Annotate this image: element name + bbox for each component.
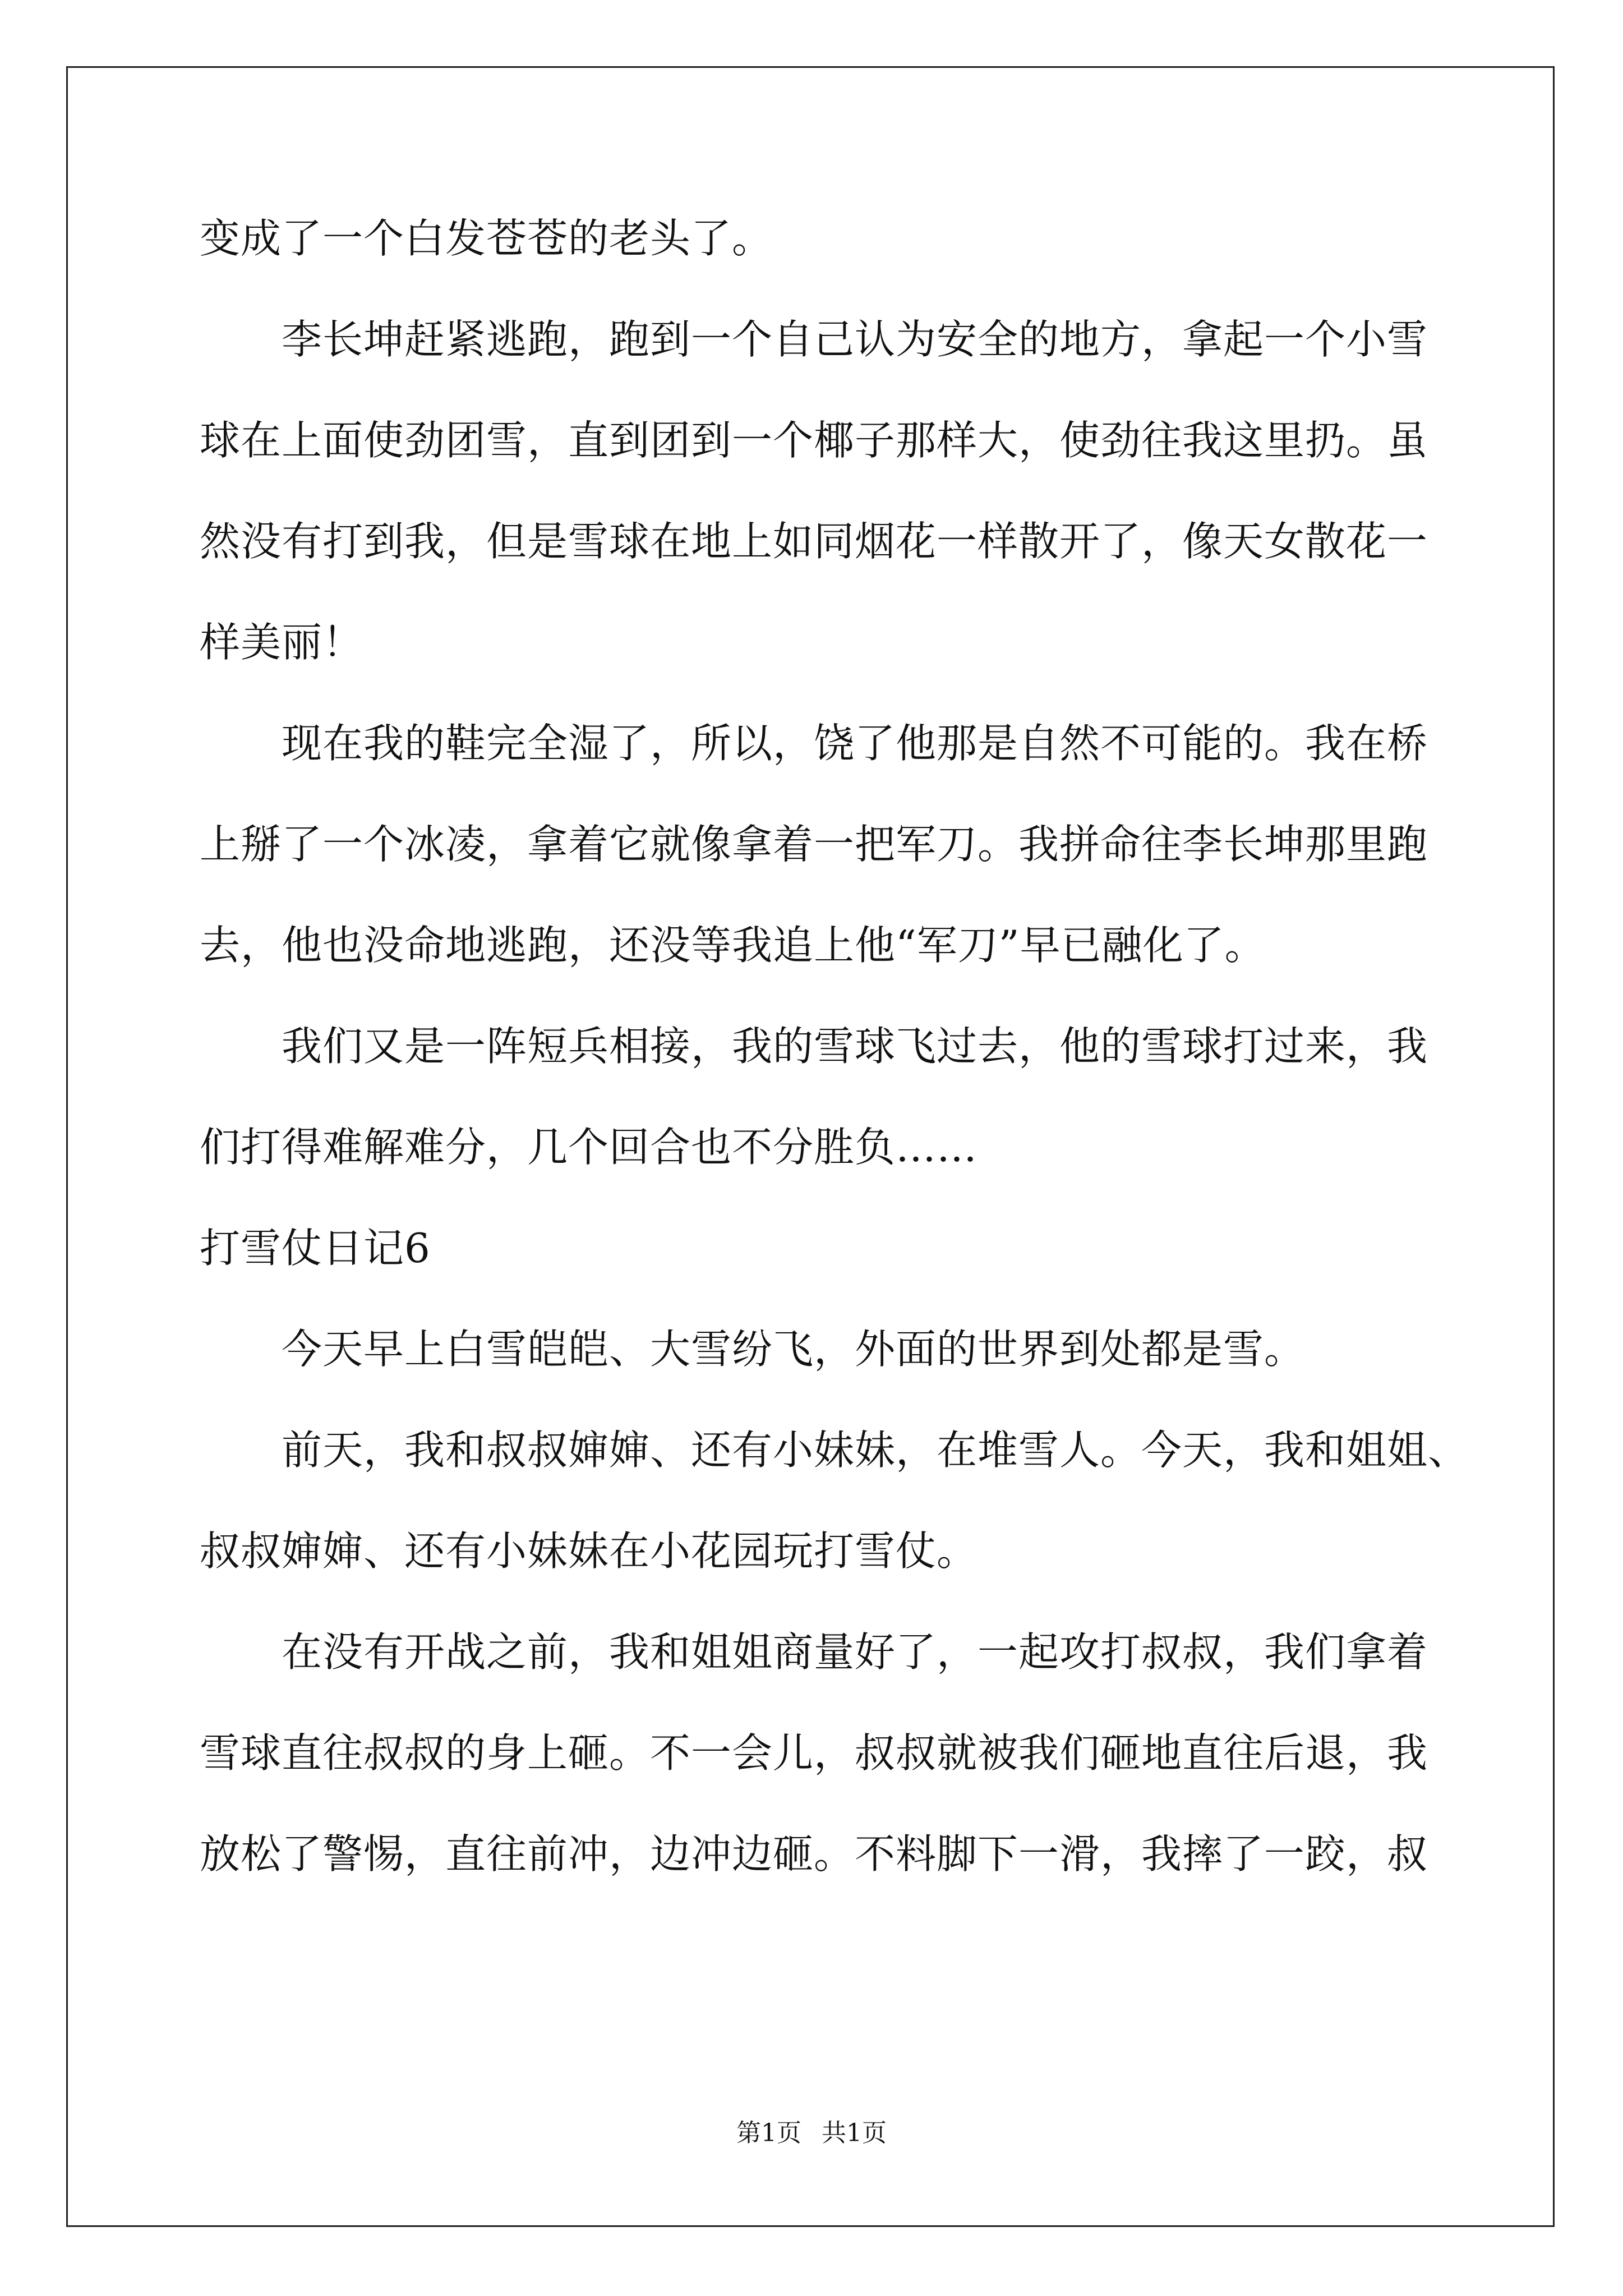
text-line: 球在上面使劲团雪，直到团到一个椰子那样大，使劲往我这里扔。虽 xyxy=(200,417,1428,464)
text-line: 前天，我和叔叔婶婶、还有小妹妹，在堆雪人。今天，我和姐姐、 xyxy=(282,1427,1469,1474)
text-line: 变成了一个白发苍苍的老头了。 xyxy=(200,215,773,262)
page-total: 共1页 xyxy=(822,2119,887,2147)
text-line: 叔叔婶婶、还有小妹妹在小花园玩打雪仗。 xyxy=(200,1527,978,1575)
page-number: 第1页 xyxy=(736,2119,801,2147)
text-line: 在没有开战之前，我和姐姐商量好了，一起攻打叔叔，我们拿着 xyxy=(282,1628,1428,1676)
page-footer xyxy=(0,2118,1623,2149)
text-line: 们打得难解难分，几个回合也不分胜负…… xyxy=(200,1124,978,1171)
text-line: 我们又是一阵短兵相接，我的雪球飞过去，他的雪球打过来，我 xyxy=(282,1023,1428,1070)
text-line: 李长坤赶紧逃跑，跑到一个自己认为安全的地方，拿起一个小雪 xyxy=(282,316,1428,363)
text-line: 去，他也没命地逃跑，还没等我追上他“军刀”早已融化了。 xyxy=(200,922,1266,969)
text-line: 样美丽！ xyxy=(200,619,364,666)
section-heading: 打雪仗日记6 xyxy=(200,1225,431,1272)
text-line: 雪球直往叔叔的身上砸。不一会儿，叔叔就被我们砸地直往后退，我 xyxy=(200,1729,1428,1777)
text-line: 现在我的鞋完全湿了，所以，饶了他那是自然不可能的。我在桥 xyxy=(282,720,1428,767)
text-line: 今天早上白雪皑皑、大雪纷飞，外面的世界到处都是雪。 xyxy=(282,1326,1306,1373)
text-line: 上掰了一个冰凌，拿着它就像拿着一把军刀。我拼命往李长坤那里跑 xyxy=(200,821,1428,868)
text-line: 然没有打到我，但是雪球在地上如同烟花一样散开了，像天女散花一 xyxy=(200,518,1428,565)
text-line: 放松了警惕，直往前冲，边冲边砸。不料脚下一滑，我摔了一跤，叔 xyxy=(200,1830,1428,1878)
